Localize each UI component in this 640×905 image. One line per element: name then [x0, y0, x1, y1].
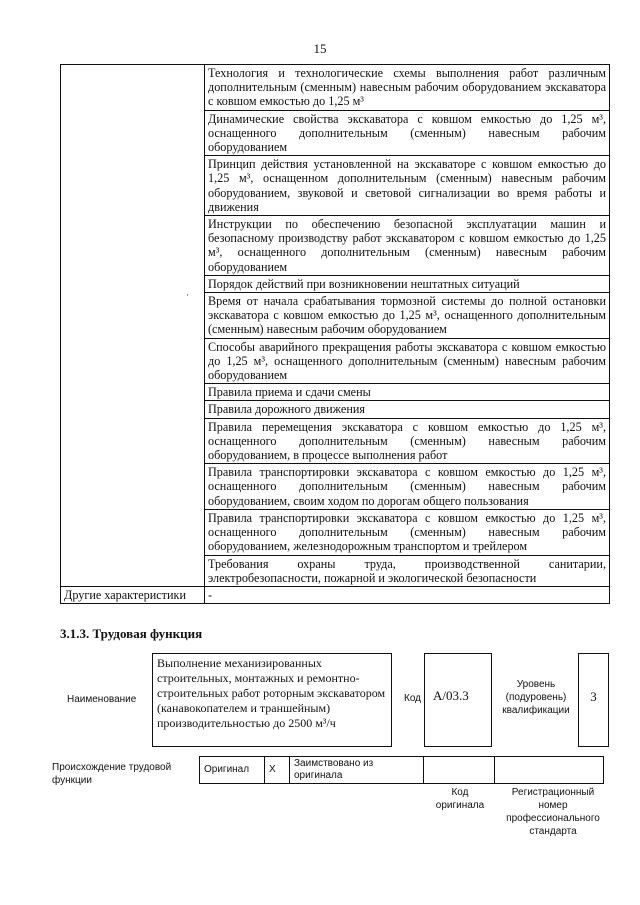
empty-key-cell: [61, 65, 205, 587]
level-label: Уровень (подуровень) квалификации: [502, 679, 570, 716]
origin-table: [199, 756, 604, 784]
origin-label: Происхождение трудовой функции: [52, 762, 172, 786]
knowledge-row: Принцип действия установленной на экскаваторе с ковшом емкостью до 1,25 м³, оснащенном дополнительным (сменным) навесным рабочим оборудованием, звуковой и световой сигнализации во время работы и движения: [205, 156, 610, 216]
knowledge-row: Инструкции по обеспечению безопасной эксплуатации машин и безопасному производству работ экскаватором с ковшом емкостью до 1,25 м³, оснащенного дополнительным (сменным) навесным рабочим оборудованием: [205, 216, 610, 276]
knowledge-row: Правила приема и сдачи смены: [205, 384, 610, 401]
knowledge-table: [60, 64, 610, 604]
reg-number-cell: [495, 757, 604, 784]
name-label: Наименование: [67, 694, 137, 705]
other-characteristics-label: Другие характеристики: [61, 586, 205, 603]
code-original-caption: Код оригинала: [435, 787, 485, 811]
knowledge-row: Правила дорожного движения: [205, 401, 610, 418]
borrowed-label: Заимствовано из оригинала: [290, 757, 424, 784]
code-label: Код: [404, 693, 422, 704]
code-box: A/03.3: [424, 653, 492, 747]
knowledge-row: Динамические свойства экскаватора с ковшом емкостью до 1,25 м³, оснащенного дополнительным (сменным) навесным рабочим оборудованием: [205, 110, 610, 156]
knowledge-row: Порядок действий при возникновении нештатных ситуаций: [205, 275, 610, 292]
code-original-cell: [424, 757, 495, 784]
knowledge-row: Правила перемещения экскаватора с ковшом емкостью до 1,25 м³, оснащенного дополнительным (сменным) навесным рабочим оборудованием, в процессе выполнения работ: [205, 418, 610, 464]
knowledge-row: Правила транспортировки экскаватора с ковшом емкостью до 1,25 м³, оснащенного дополнительным (сменным) навесным рабочим оборудованием, своим ходом по дорогам общего пользования: [205, 464, 610, 510]
section-heading: 3.1.3. Трудовая функция: [60, 626, 203, 641]
reg-number-caption: Регистрационный номер профессионального стандарта: [506, 787, 600, 837]
knowledge-row: Правила транспортировки экскаватора с ковшом емкостью до 1,25 м³, оснащенного дополнительным (сменным) навесным рабочим оборудованием, железнодорожным транспортом и трейлером: [205, 509, 610, 555]
original-mark: X: [265, 757, 290, 784]
other-characteristics-value: -: [205, 586, 610, 603]
function-name-box: Выполнение механизированных строительных, монтажных и ремонтно-строительных работ роторным экскаватором (канавокопателем и траншейным) производительностью до 2500 м³/ч: [152, 653, 392, 747]
scan-dot: ·: [186, 290, 189, 300]
page-number: 15: [313, 41, 327, 56]
level-box: 3: [578, 653, 609, 747]
knowledge-row: Способы аварийного прекращения работы экскаватора с ковшом емкостью до 1,25 м³, оснащенного дополнительным (сменным) навесным рабочим оборудованием: [205, 338, 610, 384]
knowledge-row: Время от начала срабатывания тормозной системы до полной остановки экскаватора с ковшом емкостью до 1,25 м³, оснащенного дополнительным (сменным) навесным рабочим оборудованием: [205, 293, 610, 339]
knowledge-row: Требования охраны труда, производственной санитарии, электробезопасности, пожарной и экологической безопасности: [205, 555, 610, 586]
original-label: Оригинал: [200, 757, 265, 784]
knowledge-row: Технология и технологические схемы выполнения работ различным дополнительным (сменным) навесным рабочим оборудованием экскаватора с ковшом емкостью до 1,25 м³: [205, 65, 610, 111]
